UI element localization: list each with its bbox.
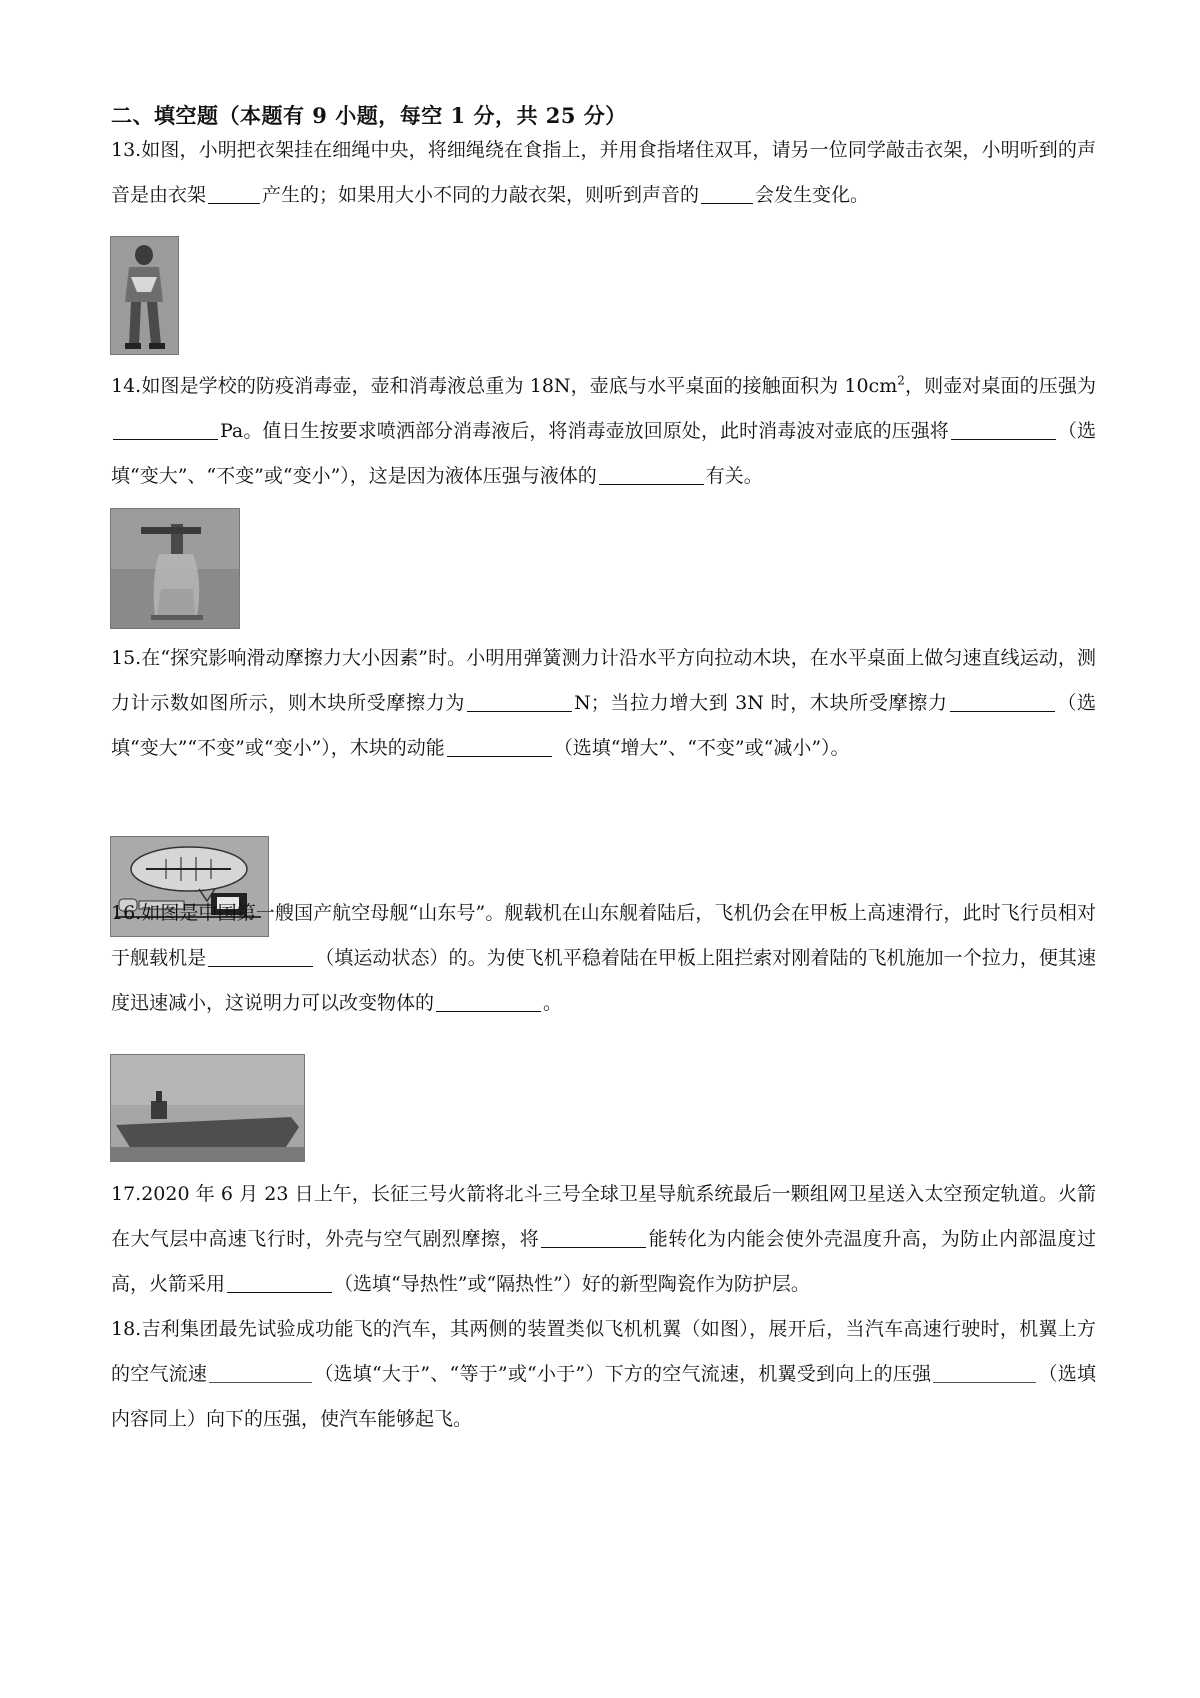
answer-blank[interactable] bbox=[227, 1270, 332, 1293]
disinfectant-sprayer-icon bbox=[111, 509, 239, 628]
question-18: 18.吉利集团最先试验成功能飞的汽车，其两侧的装置类似飞机机翼（如图），展开后，当汽车高速行驶时，机翼上方的空气流速 （选填“大于”、“等于”或“小于”）下方的空气流速，机翼受到向上的压强 （选填内容同上）向下的压强，使汽车能够起飞。 bbox=[111, 1318, 1096, 1430]
answer-blank[interactable] bbox=[113, 417, 218, 440]
answer-blank[interactable] bbox=[933, 1360, 1036, 1383]
question-14: 14.如图是学校的防疫消毒壶，壶和消毒液总重为 18N，壶底与水平桌面的接触面积为 $10cm^2$，则壶对桌面的压强为Pa。值日生按要求喷洒部分消毒液后，将消毒壶放回原处，此时消毒波对壶底的压强将 （选填“变大”、“不变”或“变小”），这是因为液体压强与液体的 有关。 bbox=[111, 373, 1096, 487]
answer-blank[interactable] bbox=[209, 1360, 312, 1383]
figure-16-photo bbox=[110, 1054, 305, 1162]
section-title: 二、填空题（本题有 9 小题，每空 1 分，共 25 分） bbox=[111, 103, 627, 128]
answer-blank[interactable] bbox=[951, 417, 1056, 440]
answer-blank[interactable] bbox=[701, 181, 753, 204]
question-16: 16.如图是中国第一艘国产航空母舰“山东号”。舰载机在山东舰着陆后，飞机仍会在甲板上高速滑行，此时飞行员相对于舰载机是 （填运动状态）的。为使飞机平稳着陆在甲板上阻拦索对刚着陆的飞机施加一个拉力，便其速度迅速减小，这说明力可以改变物体的 。 bbox=[111, 902, 1096, 1014]
question-15: 15.在“探究影响滑动摩擦力大小因素”时。小明用弹簧测力计沿水平方向拉动木块，在水平桌面上做匀速直线运动，测力计示数如图所示，则木块所受摩擦力为 N；当拉力增大到 3N 时，木块所受摩擦力 （选填“变大”“不变”或“变小”），木块的动能 （选填“增大”、“不变”或“减小”）。 bbox=[111, 647, 1096, 759]
answer-blank[interactable] bbox=[599, 462, 704, 485]
answer-blank[interactable] bbox=[541, 1225, 646, 1248]
aircraft-carrier-icon bbox=[111, 1055, 304, 1161]
question-17: 17.2020 年 6 月 23 日上午，长征三号火箭将北斗三号全球卫星导航系统最后一颗组网卫星送入太空预定轨道。火箭在大气层中高速飞行时，外壳与空气剧烈摩擦，将 能转化为内能会使外壳温度升高，为防止内部温度过高，火箭采用 （选填“导热性”或“隔热性”）好的新型陶瓷作为防护层。 bbox=[111, 1183, 1096, 1295]
figure-14-photo bbox=[110, 508, 240, 629]
answer-blank[interactable] bbox=[436, 989, 541, 1012]
answer-blank[interactable] bbox=[208, 944, 313, 967]
answer-blank[interactable] bbox=[208, 181, 260, 204]
answer-blank[interactable] bbox=[467, 689, 572, 712]
question-13: 13.如图，小明把衣架挂在细绳中央，将细绳绕在食指上，并用食指堵住双耳，请另一位同学敲击衣架，小明听到的声音是由衣架 产生的；如果用大小不同的力敲衣架，则听到声音的 会发生变化。 bbox=[111, 139, 1096, 206]
answer-blank[interactable] bbox=[950, 689, 1055, 712]
figure-13-photo bbox=[110, 236, 179, 355]
person-with-hanger-icon bbox=[111, 237, 178, 354]
answer-blank[interactable] bbox=[447, 734, 552, 757]
